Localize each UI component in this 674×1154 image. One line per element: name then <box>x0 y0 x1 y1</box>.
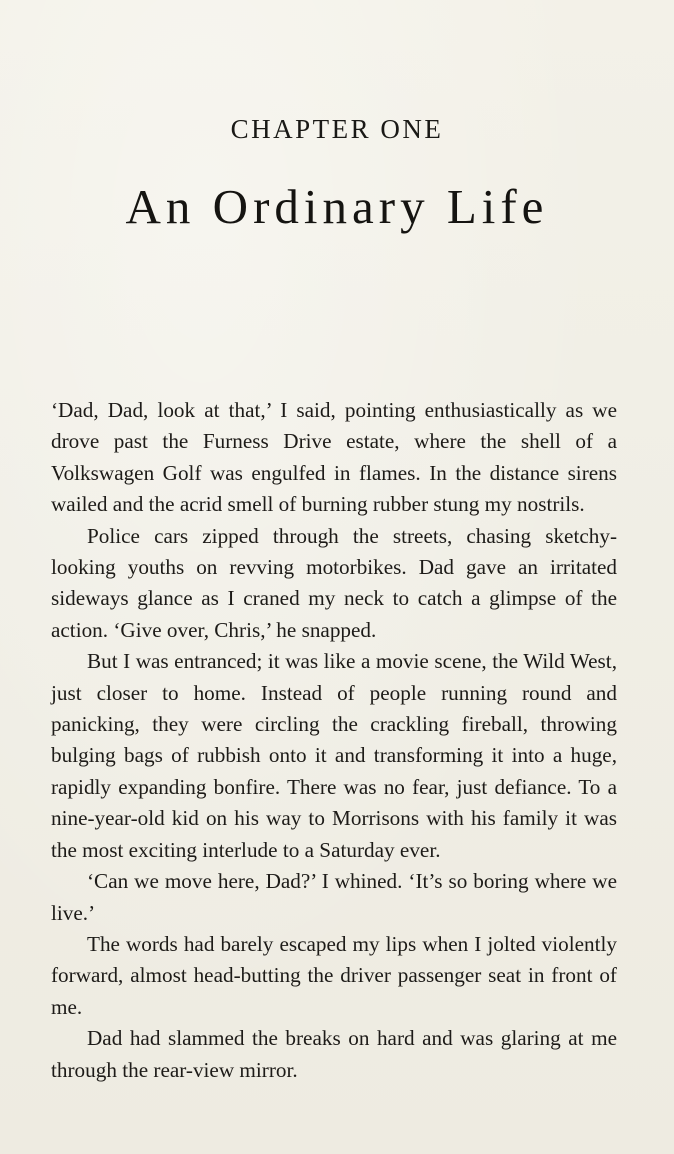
paragraph: But I was entranced; it was like a movie scene, the Wild West, just closer to home. Instead of people running round and panicking, they were circling the crackling fireball, throwing bulging bags of rubbish onto it and transforming it into a huge, rapidly expanding bonfire. There was no fear, just defiance. To a nine-year-old kid on his way to Morrisons with his family it was the most exciting interlude to a Saturday ever. <box>51 649 617 862</box>
paragraph: The words had barely escaped my lips when I jolted violently forward, almost head-butting the driver passenger seat in front of me. <box>51 931 617 1019</box>
chapter-title: An Ordinary Life <box>125 179 549 234</box>
chapter-number-heading: CHAPTER ONE <box>230 114 444 144</box>
paragraph: Police cars zipped through the streets, chasing sketchy-looking youths on revving motorbikes. Dad gave an irritated sideways glance as I craned my neck to catch a glimpse of the action. ‘Give over, Chris,’ he snapped. <box>51 523 617 642</box>
paragraph: Dad had slammed the breaks on hard and was glaring at me through the rear-view mirror. <box>51 1026 617 1082</box>
paragraph: ‘Can we move here, Dad?’ I whined. ‘It’s so boring where we live.’ <box>51 869 617 925</box>
chapter-body-text <box>51 395 617 1086</box>
paragraph: ‘Dad, Dad, look at that,’ I said, pointing enthusiastically as we drove past the Furness Drive estate, where the shell of a Volkswagen Golf was engulfed in flames. In the distance sirens wailed and the acrid smell of burning rubber stung my nostrils. <box>51 398 617 517</box>
